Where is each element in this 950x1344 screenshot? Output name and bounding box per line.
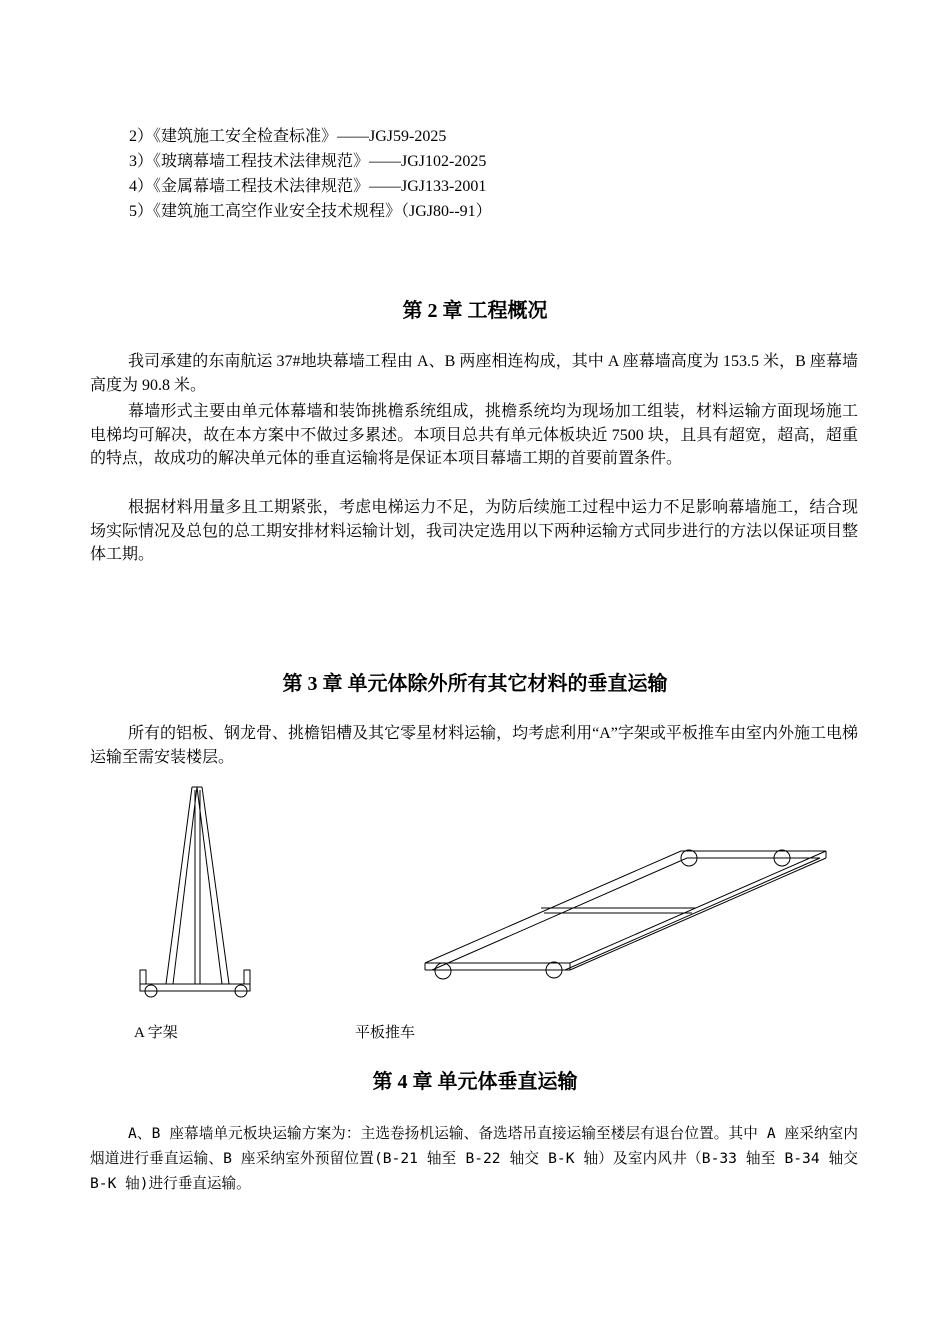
flat-cart-caption: 平板推车	[355, 1025, 416, 1041]
a-frame-drawing	[140, 787, 250, 997]
flat-cart-drawing	[425, 850, 826, 979]
a-frame-caption: A 字架	[134, 1025, 178, 1041]
chapter-2-paragraph: 幕墙形式主要由单元体幕墙和装饰挑檐系统组成，挑檐系统均为现场加工组装，材料运输方面现场施工电梯均可解决，故在本方案中不做过多累述。本项目总共有单元体板块近 7500 块，且具有超宽，超高，超重的特点，故成功的解决单元体的垂直运输将是保证本项目幕墙工期的首要前置条件。	[90, 403, 858, 467]
chapter-3-paragraph: 所有的铝板、钢龙骨、挑檐铝槽及其它零星材料运输，均考虑利用“A”字架或平板推车由室内外施工电梯运输至需安装楼层。	[90, 725, 858, 766]
chapter-4-paragraph: A、B 座幕墙单元板块运输方案为：主选卷扬机运输、备选塔吊直接运输至楼层有退台位置。其中 A 座采纳室内烟道进行垂直运输、B 座采纳室外预留位置(B-21 轴至 B-22 轴交 B-K 轴）及室内风井（B-33 轴至 B-34 轴交 B-K 轴)进行垂直运输。	[90, 1125, 858, 1192]
chapter-2-heading: 第 2 章 工程概况	[402, 300, 548, 322]
reference-item: 3）《玻璃幕墙工程技术法律规范》——JGJ102-2025	[129, 153, 487, 170]
reference-item: 2）《建筑施工安全检查标准》——JGJ59-2025	[129, 128, 447, 145]
reference-item: 5）《建筑施工高空作业安全技术规程》（JGJ80--91）	[129, 203, 492, 220]
reference-item: 4）《金属幕墙工程技术法律规范》——JGJ133-2001	[129, 178, 487, 195]
chapter-2-paragraph: 根据材料用量多且工期紧张，考虑电梯运力不足，为防后续施工过程中运力不足影响幕墙施工，结合现场实际情况及总包的总工期安排材料运输计划，我司决定选用以下两种运输方式同步进行的方法以保证项目整体工期。	[90, 499, 859, 563]
chapter-2-paragraph: 我司承建的东南航运 37#地块幕墙工程由 A、B 两座相连构成，其中 A 座幕墙高度为 153.5 米，B 座幕墙高度为 90.8 米。	[90, 353, 858, 394]
chapter-4-heading: 第 4 章 单元体垂直运输	[372, 1071, 578, 1093]
chapter-3-heading: 第 3 章 单元体除外所有其它材料的垂直运输	[282, 673, 668, 695]
